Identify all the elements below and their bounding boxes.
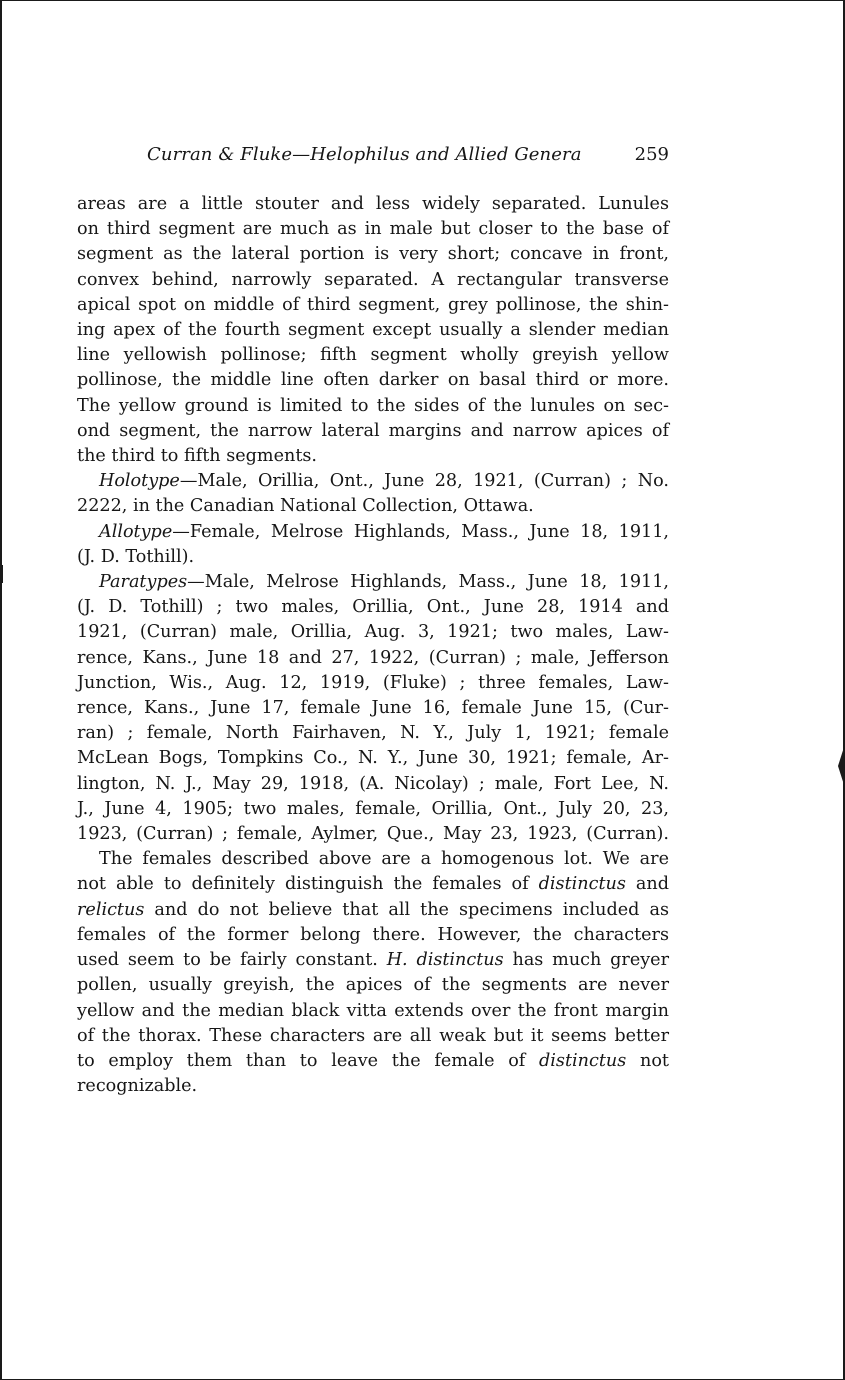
text-line: on third segment are much as in male but closer to the base of xyxy=(77,219,669,240)
body-text xyxy=(77,192,669,1099)
text-line: ond segment, the narrow lateral margins and narrow apices of xyxy=(77,420,669,441)
text-fragment: and xyxy=(625,874,669,895)
text-fragment: not able to definitely distinguish the females of xyxy=(77,874,539,895)
text-line: The yellow ground is limited to the sides of the lunules on sec- xyxy=(77,395,669,416)
text-line: 1923, (Curran) ; female, Aylmer, Que., May 23, 1923, (Curran). xyxy=(77,824,669,845)
holotype-text: —Male, Orillia, Ont., June 28, 1921, (Curran) ; No. xyxy=(179,471,669,492)
text-line xyxy=(77,1049,669,1074)
text-line: convex behind, narrowly separated. A rectangular transverse xyxy=(77,269,669,290)
text-line: rence, Kans., June 17, female June 16, female June 15, (Cur- xyxy=(77,698,669,719)
discussion-paragraph xyxy=(77,847,669,1099)
holotype-label: Holotype xyxy=(99,471,180,492)
text-line: the third to fifth segments. xyxy=(77,446,318,467)
text-line: (J. D. Tothill). xyxy=(77,546,195,567)
text-line: of the thorax. These characters are all weak but it seems better xyxy=(77,1025,669,1046)
text-line: lington, N. J., May 29, 1918, (A. Nicolay) ; male, Fort Lee, N. xyxy=(77,773,669,794)
paratypes-paragraph xyxy=(77,570,669,847)
text-fragment: has much greyer xyxy=(503,950,669,971)
species-name: distinctus xyxy=(538,874,626,895)
text-line: McLean Bogs, Tompkins Co., N. Y., June 30, 1921; female, Ar- xyxy=(77,748,669,769)
text-line: rence, Kans., June 18 and 27, 1922, (Curran) ; male, Jefferson xyxy=(77,647,669,668)
text-fragment: not xyxy=(626,1050,670,1071)
text-line: The females described above are a homogenous lot. We are xyxy=(99,849,669,870)
text-fragment: used seem to be fairly constant. xyxy=(77,950,387,971)
left-edge-mark xyxy=(0,565,3,583)
text-line: line yellowish pollinose; fifth segment wholly greyish yellow xyxy=(77,345,669,366)
text-line: yellow and the median black vitta extends over the front margin xyxy=(77,1000,669,1021)
species-name: H. distinctus xyxy=(386,950,504,971)
text-line: J., June 4, 1905; two males, female, Orillia, Ont., July 20, 23, xyxy=(77,798,669,819)
text-fragment: to employ them than to leave the female of xyxy=(77,1050,540,1071)
text-line: (J. D. Tothill) ; two males, Orillia, Ont., June 28, 1914 and xyxy=(77,597,669,618)
text-line: pollinose, the middle line often darker on basal third or more. xyxy=(77,370,669,391)
species-name: relictus xyxy=(77,899,145,920)
text-line: recognizable. xyxy=(77,1076,198,1097)
text-fragment: and do not believe that all the specimens included as xyxy=(144,899,669,920)
text-line: females of the former belong there. However, the characters xyxy=(77,924,669,945)
running-head xyxy=(147,140,669,170)
text-line xyxy=(77,872,669,897)
text-line: segment as the lateral portion is very short; concave in front, xyxy=(77,244,669,265)
text-line: ing apex of the fourth segment except usually a slender median xyxy=(77,320,669,341)
paratypes-label: Paratypes xyxy=(99,572,188,593)
text-line: apical spot on middle of third segment, grey pollinose, the shin- xyxy=(77,294,669,315)
text-line: pollen, usually greyish, the apices of the segments are never xyxy=(77,975,669,996)
allotype-paragraph xyxy=(77,520,669,570)
text-line: 1921, (Curran) male, Orillia, Aug. 3, 1921; two males, Law- xyxy=(77,622,669,643)
species-name: distinctus xyxy=(539,1050,627,1071)
right-edge-mark xyxy=(838,744,845,788)
text-line: ran) ; female, North Fairhaven, N. Y., July 1, 1921; female xyxy=(77,723,669,744)
text-line xyxy=(77,469,669,494)
description-paragraph xyxy=(77,192,669,469)
allotype-text: —Female, Melrose Highlands, Mass., June 18, 1911, xyxy=(172,521,669,542)
holotype-paragraph xyxy=(77,469,669,519)
running-title: Curran & Fluke—Helophilus and Allied Genera xyxy=(147,144,582,165)
text-line: 2222, in the Canadian National Collection, Ottawa. xyxy=(77,496,534,517)
text-line xyxy=(77,520,669,545)
allotype-label: Allotype xyxy=(99,521,173,542)
text-line: Junction, Wis., Aug. 12, 1919, (Fluke) ; three females, Law- xyxy=(77,672,669,693)
text-line xyxy=(77,898,669,923)
text-line: areas are a little stouter and less widely separated. Lunules xyxy=(77,194,669,214)
text-line xyxy=(77,948,669,973)
page-number: 259 xyxy=(634,144,669,165)
paratypes-text: —Male, Melrose Highlands, Mass., June 18, 1911, xyxy=(187,572,669,593)
text-line xyxy=(77,570,669,595)
